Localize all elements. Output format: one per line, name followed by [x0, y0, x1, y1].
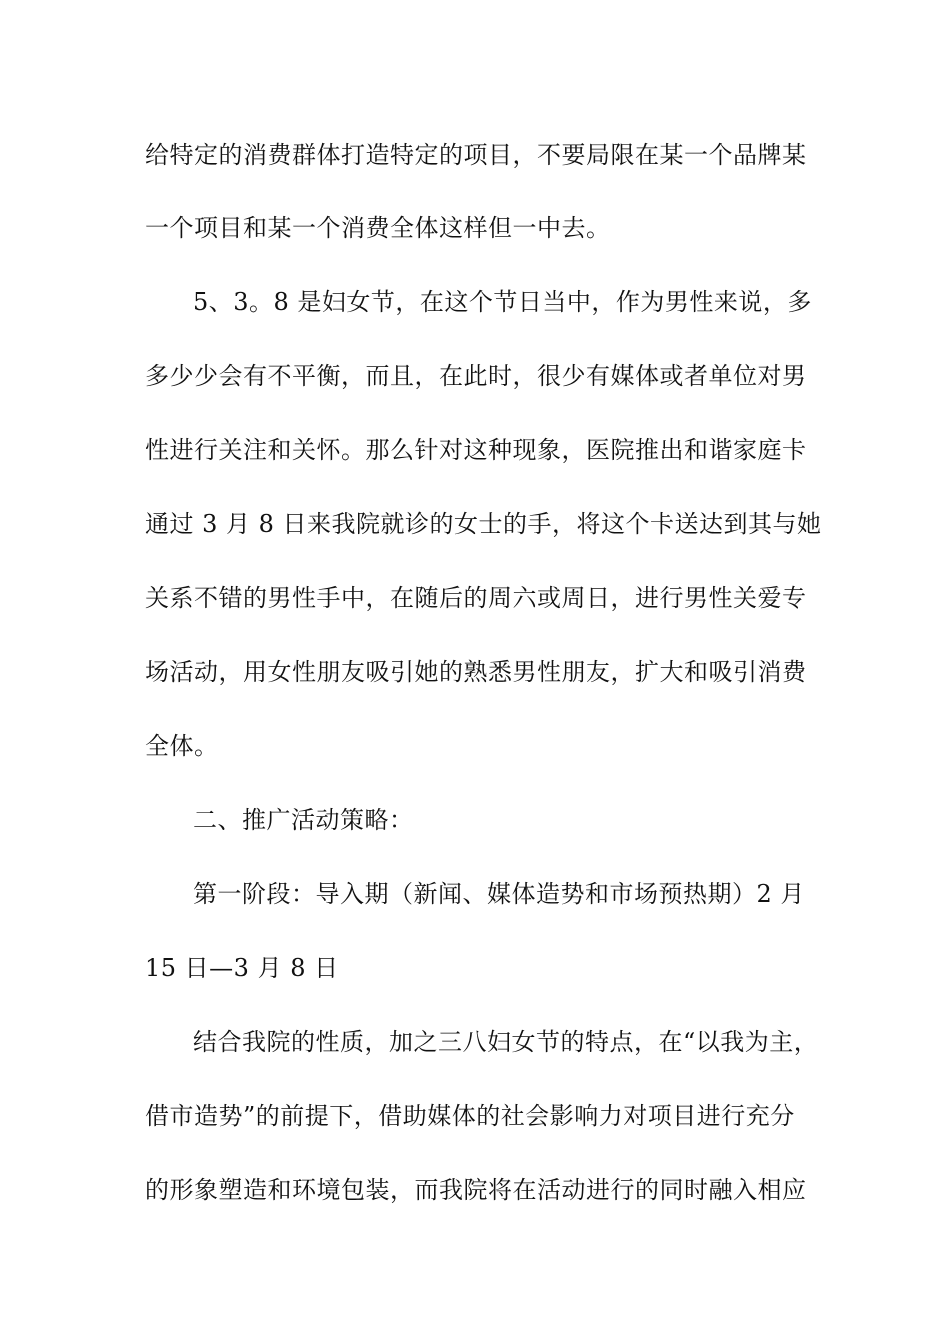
phase-one-heading: 第一阶段：导入期（新闻、媒体造势和市场预热期）2 月 — [193, 880, 805, 908]
text-line-7: 关系不错的男性手中，在随后的周六或周日，进行男性关爱专 — [145, 584, 807, 612]
text-line-8: 场活动，用女性朋友吸引她的熟悉男性朋友，扩大和吸引消费 — [145, 658, 807, 686]
phase-one-dates: 15 日—3 月 8 日 — [145, 954, 339, 982]
text-line-6: 通过 3 月 8 日来我院就诊的女士的手，将这个卡送达到其与她 — [145, 510, 822, 538]
text-line-14: 借市造势”的前提下，借助媒体的社会影响力对项目进行充分 — [145, 1102, 795, 1130]
paragraph-phase-one-start: 结合我院的性质，加之三八妇女节的特点，在“以我为主， — [193, 1028, 819, 1056]
text-line-2: 一个项目和某一个消费全体这样但一中去。 — [145, 214, 611, 242]
paragraph-item-5-start: 5、3。8 是妇女节，在这个节日当中，作为男性来说，多 — [193, 288, 812, 316]
section-heading-promotion-strategy: 二、推广活动策略： — [193, 806, 414, 834]
text-line-15: 的形象塑造和环境包装，而我院将在活动进行的同时融入相应 — [145, 1176, 807, 1204]
text-line-5: 性进行关注和关怀。那么针对这种现象，医院推出和谐家庭卡 — [145, 436, 807, 464]
text-line-4: 多少少会有不平衡，而且，在此时，很少有媒体或者单位对男 — [145, 362, 807, 390]
text-line-9: 全体。 — [145, 732, 219, 760]
text-line-1: 给特定的消费群体打造特定的项目，不要局限在某一个品牌某 — [145, 141, 807, 169]
